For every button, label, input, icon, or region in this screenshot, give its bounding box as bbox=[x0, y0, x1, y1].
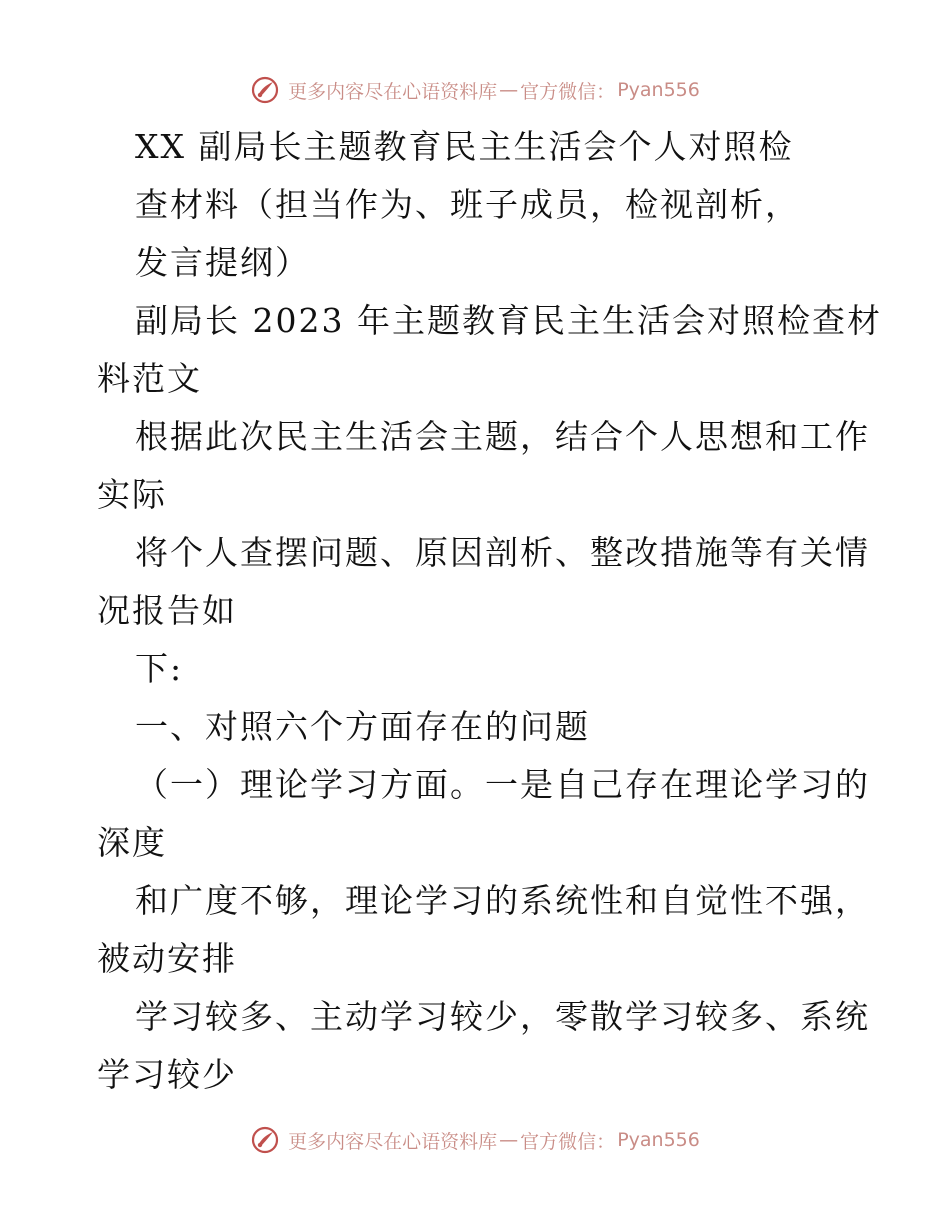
paragraph-line: 深度 bbox=[97, 823, 167, 862]
watermark-wechat-label: 官方微信： bbox=[520, 80, 616, 103]
document-title-line-1: XX 副局长主题教育民主生活会个人对照检 bbox=[135, 127, 794, 166]
paragraph-line: 下: bbox=[135, 649, 184, 688]
paragraph-line: 副局长 2023 年主题教育民主生活会对照检查材 bbox=[135, 301, 882, 340]
watermark-footer bbox=[0, 1120, 950, 1160]
brush-logo-icon bbox=[250, 1125, 280, 1155]
paragraph-line: 将个人查摆问题、原因剖析、整改措施等有关情 bbox=[135, 533, 870, 572]
watermark-text: 更多内容尽在心语资料库 bbox=[288, 80, 498, 103]
paragraph-line: 和广度不够，理论学习的系统性和自觉性不强， bbox=[135, 881, 870, 920]
paragraph-line: 况报告如 bbox=[97, 591, 237, 630]
paragraph-line: 料范文 bbox=[97, 359, 202, 398]
watermark-wechat-label: 官方微信： bbox=[520, 1130, 616, 1153]
watermark-text: 更多内容尽在心语资料库 bbox=[288, 1130, 498, 1153]
watermark-separator: — bbox=[499, 79, 519, 101]
watermark-wechat-id: Pyan556 bbox=[617, 79, 700, 101]
brush-logo-icon bbox=[250, 75, 280, 105]
paragraph-line: 实际 bbox=[97, 475, 167, 514]
paragraph-line: 学习较多、主动学习较少，零散学习较多、系统 bbox=[135, 997, 870, 1036]
paragraph-line: 学习较少 bbox=[97, 1055, 237, 1094]
paragraph-line: （一）理论学习方面。一是自己存在理论学习的 bbox=[135, 765, 870, 804]
watermark-separator: — bbox=[499, 1129, 519, 1151]
document-title-line-2: 查材料（担当作为、班子成员，检视剖析， bbox=[135, 185, 800, 224]
paragraph-line: 根据此次民主生活会主题，结合个人思想和工作 bbox=[135, 417, 870, 456]
document-body bbox=[97, 118, 882, 1104]
watermark-wechat-id: Pyan556 bbox=[617, 1129, 700, 1151]
section-heading: 一、对照六个方面存在的问题 bbox=[135, 707, 590, 746]
watermark-header bbox=[0, 70, 950, 110]
document-title-line-3: 发言提纲） bbox=[135, 243, 310, 282]
paragraph-line: 被动安排 bbox=[97, 939, 237, 978]
